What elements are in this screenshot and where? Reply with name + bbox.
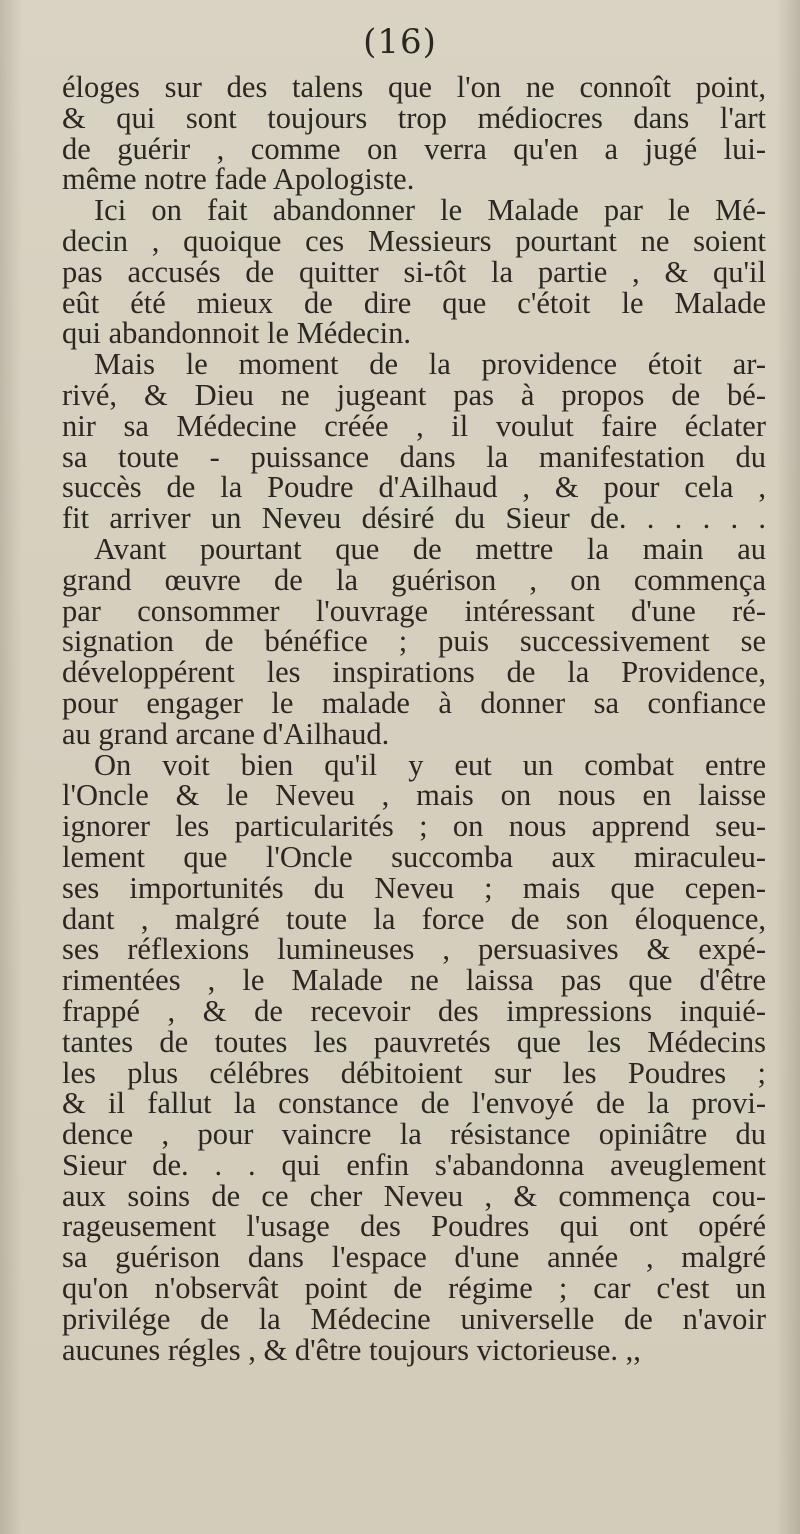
page-number: (16) (363, 22, 437, 62)
page-shadow-right (776, 0, 800, 1534)
text-line: Ici on fait abandonner le Malade par le Mé- (94, 193, 766, 228)
text-line: eût été mieux de dire que c'étoit le Malade (62, 285, 766, 320)
text-line: rimentées , le Malade ne laissa pas que d'être (62, 963, 766, 998)
text-line: Avant pourtant que de mettre la main au (94, 531, 766, 566)
text-line: pas accusés de quitter si-tôt la partie , & qu'il (62, 254, 766, 289)
text-line: éloges sur des talens que l'on ne connoît point, (62, 70, 766, 104)
text-line: & il fallut la constance de l'envoyé de la provi- (62, 1086, 766, 1121)
text-line: succès de la Poudre d'Ailhaud , & pour cela , (62, 470, 766, 505)
text-line: privilége de la Médecine universelle de n'avoir (62, 1301, 766, 1336)
text-line: pour engager le malade à donner sa confiance (62, 685, 766, 720)
text-line: même notre fade Apologiste. (62, 162, 415, 197)
text-line: tantes de toutes les pauvretés que les Médecins (62, 1024, 766, 1059)
text-line: sa toute - puissance dans la manifestation du (62, 439, 766, 474)
text-line: les plus célébres débitoient sur les Poudres ; (62, 1055, 766, 1090)
text-line: nir sa Médecine créée , il voulut faire éclater (62, 408, 766, 443)
text-line: au grand arcane d'Ailhaud. (62, 716, 390, 751)
text-line: par consommer l'ouvrage intéressant d'une ré- (62, 593, 766, 628)
text-line: aux soins de ce cher Neveu , & commença cou- (62, 1178, 766, 1213)
text-line: On voit bien qu'il y eut un combat entre (94, 747, 766, 782)
text-line: Sieur de. . . qui enfin s'abandonna aveuglement (62, 1147, 766, 1182)
text-line: dence , pour vaincre la résistance opiniâtre du (62, 1117, 766, 1152)
text-line: Mais le moment de la providence étoit ar- (94, 347, 766, 382)
text-line: dant , malgré toute la force de son éloquence, (62, 901, 766, 936)
text-line: aucunes régles , & d'être toujours victorieuse. ,, (62, 1332, 641, 1367)
text-line: & qui sont toujours trop médiocres dans l'art (62, 100, 766, 135)
page-shadow-left (0, 0, 22, 1534)
text-line: développérent les inspirations de la Providence, (62, 655, 766, 690)
text-line: ses réflexions lumineuses , persuasives & expé- (62, 932, 766, 967)
text-line: frappé , & de recevoir des impressions inquié- (62, 993, 766, 1028)
text-line: rivé, & Dieu ne jugeant pas à propos de bé- (62, 377, 766, 412)
text-line: sa guérison dans l'espace d'une année , malgré (62, 1240, 766, 1275)
text-line: fit arriver un Neveu désiré du Sieur de. . . . . . (62, 501, 766, 536)
body-text (62, 72, 766, 1365)
text-line: rageusement l'usage des Poudres qui ont opéré (62, 1209, 766, 1244)
text-line: ignorer les particularités ; on nous apprend seu- (62, 809, 766, 844)
text-line: signation de bénéfice ; puis successivement se (62, 624, 766, 659)
text-line: qu'on n'observât point de régime ; car c'est un (62, 1271, 766, 1306)
text-line: ses importunités du Neveu ; mais que cepen- (62, 870, 766, 905)
text-line: grand œuvre de la guérison , on commença (62, 562, 766, 597)
text-line: decin , quoique ces Messieurs pourtant ne soient (62, 223, 766, 258)
text-line: de guérir , comme on verra qu'en a jugé lui- (62, 131, 766, 166)
text-line: l'Oncle & le Neveu , mais on nous en laisse (62, 778, 766, 813)
text-line: qui abandonnoit le Médecin. (62, 316, 411, 351)
text-line: lement que l'Oncle succomba aux miraculeu- (62, 839, 766, 874)
